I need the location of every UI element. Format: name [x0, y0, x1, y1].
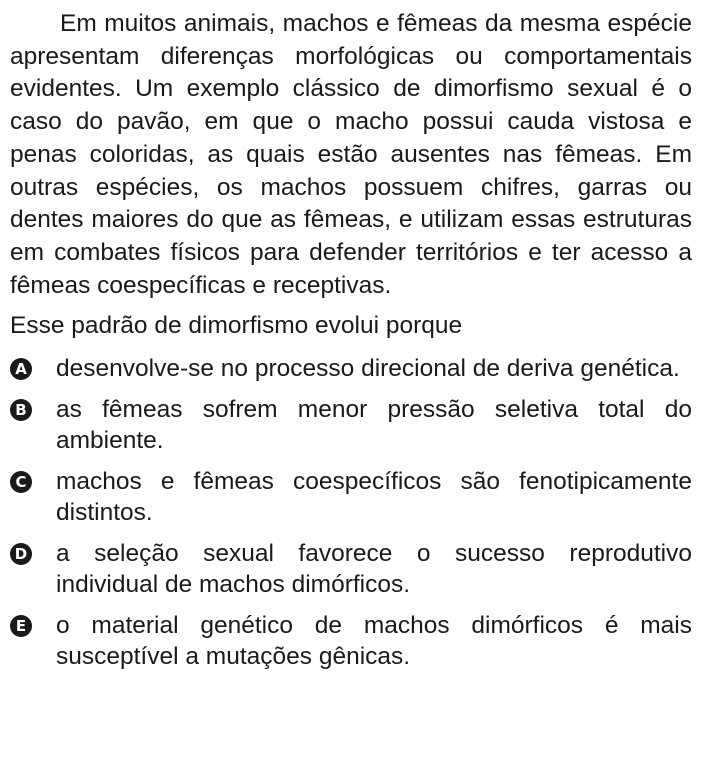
question-passage: Em muitos animais, machos e fêmeas da mesma espécie apresentam diferenças morfológicas ou comportamentais evidentes. Um exemplo clássico de dimorfismo sexual é o caso do pavão, em que o macho possui cauda vistosa e penas coloridas, as quais estão ausentes nas fêmeas. Em outras espécies, os machos possuem chifres, garras ou dentes maiores do que as fêmeas, e utilizam essas estruturas em combates físicos para defender territórios e ter acesso a fêmeas coespecíficas e receptivas.: [10, 10, 692, 299]
option-c-text: machos e fêmeas coespecíficos são fenotipicamente distintos.: [56, 468, 692, 527]
option-c[interactable]: [10, 466, 692, 528]
question-stem: Esse padrão de dimorfismo evolui porque: [10, 312, 463, 340]
option-d-text: a seleção sexual favorece o sucesso reprodutivo individual de machos dimórficos.: [56, 540, 692, 599]
option-a-text: desenvolve-se no processo direcional de deriva genética.: [56, 355, 680, 383]
answer-options: [10, 353, 692, 672]
option-b-text: as fêmeas sofrem menor pressão seletiva total do ambiente.: [56, 396, 692, 455]
option-c-letter-badge: C: [10, 471, 32, 493]
option-d-letter-badge: D: [10, 543, 32, 565]
option-b[interactable]: [10, 394, 692, 456]
option-a[interactable]: [10, 353, 692, 384]
option-d[interactable]: [10, 538, 692, 600]
option-e[interactable]: [10, 610, 692, 672]
option-e-letter-badge: E: [10, 615, 32, 637]
option-b-letter-badge: B: [10, 399, 32, 421]
option-a-letter-badge: A: [10, 358, 32, 380]
option-e-text: o material genético de machos dimórficos é mais susceptível a mutações gênicas.: [56, 612, 692, 671]
